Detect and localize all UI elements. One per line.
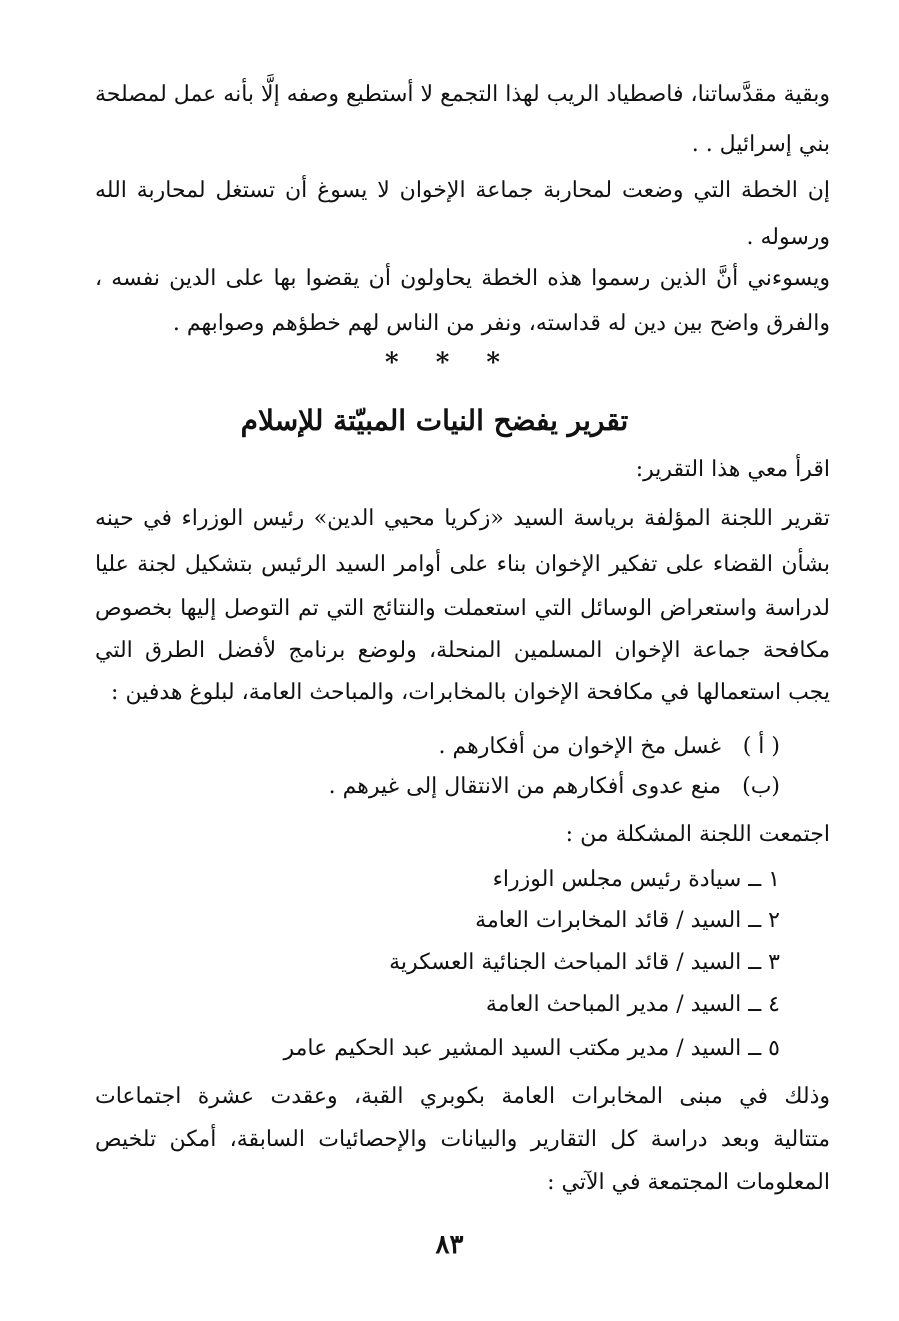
committee-member: ٤ ــ السيد / مدير المباحث العامة xyxy=(485,992,780,1017)
paragraph-line: وبقية مقدَّساتنا، فاصطياد الريب لهذا التجمع لا أستطيع وصفه إلَّا بأنه عمل لمصلحة xyxy=(95,82,830,107)
section-separator: * * * xyxy=(385,348,514,378)
goal-text: منع عدوى أفكارهم من الانتقال إلى غيرهم . xyxy=(328,774,721,799)
paragraph-line: والفرق واضح بين دين له قداسته، ونفر من الناس لهم خطؤهم وصوابهم . xyxy=(172,311,830,336)
paragraph-line: بني إسرائيل . . xyxy=(691,132,830,157)
closing-line: المعلومات المجتمعة في الآتي : xyxy=(547,1170,830,1195)
committee-member: ٥ ــ السيد / مدير مكتب السيد المشير عبد الحكيم عامر xyxy=(283,1036,780,1061)
goal-marker: (ب) xyxy=(742,774,780,799)
paragraph-line: ورسوله . xyxy=(746,225,830,250)
goal-marker: ( أ ) xyxy=(742,734,780,759)
paragraph-line: ويسوءني أنَّ الذين رسموا هذه الخطة يحاولون أن يقضوا بها على الدين نفسه ، xyxy=(95,266,830,291)
committee-member: ١ ــ سيادة رئيس مجلس الوزراء xyxy=(492,867,780,892)
goal-item xyxy=(438,732,780,762)
section-intro: اقرأ معي هذا التقرير: xyxy=(635,457,830,482)
page-number: ٨٣ xyxy=(435,1230,464,1260)
report-line: مكافحة جماعة الإخوان المسلمين المنحلة، ولوضع برنامج لأفضل الطرق التي xyxy=(95,638,830,663)
report-line: يجب استعمالها في مكافحة الإخوان بالمخابرات، والمباحث العامة، لبلوغ هدفين : xyxy=(111,680,830,705)
goal-text: غسل مخ الإخوان من أفكارهم . xyxy=(438,734,721,759)
committee-member: ٣ ــ السيد / قائد المباحث الجنائية العسكرية xyxy=(389,950,780,975)
committee-member: ٢ ــ السيد / قائد المخابرات العامة xyxy=(475,908,780,933)
paragraph-line: إن الخطة التي وضعت لمحاربة جماعة الإخوان لا يسوغ أن تستغل لمحاربة الله xyxy=(95,178,830,203)
committee-intro: اجتمعت اللجنة المشكلة من : xyxy=(565,822,830,847)
section-title: تقرير يفضح النيات المبيّتة للإسلام xyxy=(240,404,629,437)
goal-item xyxy=(329,772,780,802)
closing-line: وذلك في مبنى المخابرات العامة بكوبري القبة، وعقدت عشرة اجتماعات xyxy=(95,1084,830,1109)
report-line: بشأن القضاء على تفكير الإخوان بناء على أوامر السيد الرئيس بتشكيل لجنة عليا xyxy=(95,552,830,577)
report-line: تقرير اللجنة المؤلفة برياسة السيد «زكريا محيي الدين» رئيس الوزراء في حينه xyxy=(95,506,830,531)
closing-line: متتالية وبعد دراسة كل التقارير والبيانات والإحصائيات السابقة، أمكن تلخيص xyxy=(95,1127,830,1152)
report-line: لدراسة واستعراض الوسائل التي استعملت والنتائج التي تم التوصل إليها بخصوص xyxy=(95,596,830,621)
